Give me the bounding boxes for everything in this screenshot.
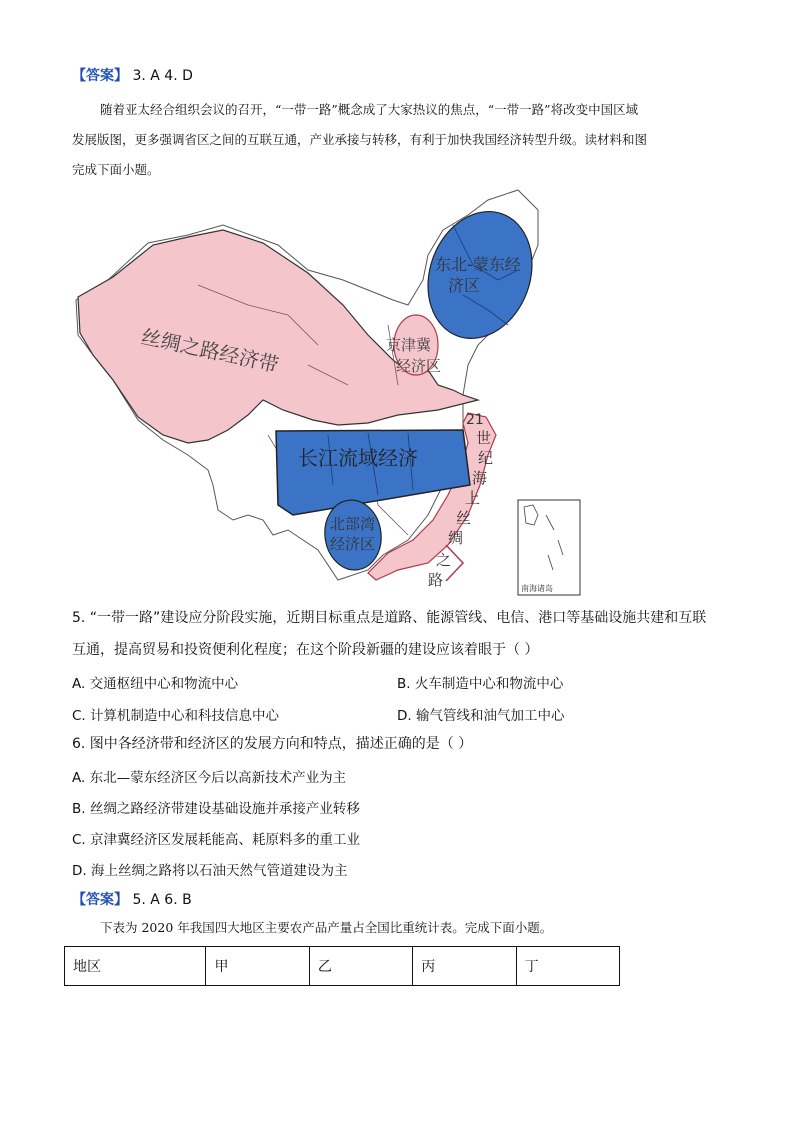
table-header-row <box>65 947 620 986</box>
northeast-label-1: 东北-蒙东经 <box>435 255 521 274</box>
jingjinji-label-2: 经济区 <box>396 357 442 375</box>
q5-stem-line-2: 互通，提高贸易和投资便利化程度；在这个阶段新疆的建设应该着眼于（ ） <box>72 642 539 658</box>
intro-line-2: 发展版图，更多强调省区之间的互联互通，产业承接与转移，有利于加快我国经济转型升级。读材料和图 <box>72 132 648 147</box>
beibu-label-1: 北部湾 <box>330 515 376 533</box>
q5-option-b: B. 火车制造中心和物流中心 <box>397 676 564 692</box>
table-intro: 下表为 2020 年我国四大地区主要农产品产量占全国比重统计表。完成下面小题。 <box>100 920 553 935</box>
inset-label: 南海诸岛 <box>521 584 553 593</box>
q5-option-c: C. 计算机制造中心和科技信息中心 <box>72 708 280 724</box>
header-cell-ding: 丁 <box>516 947 619 986</box>
answer-text: 3. A 4. D <box>132 68 193 84</box>
q6-option-b: B. 丝绸之路经济带建设基础设施并承接产业转移 <box>72 801 360 817</box>
q5-stem-line-1: 5. “一带一路”建设应分阶段实施，近期目标重点是道路、能源管线、电信、港口等基础设施共建和互联 <box>72 610 707 626</box>
maritime-label-7: 之 <box>436 551 452 569</box>
maritime-label-3: 海 <box>472 469 488 487</box>
maritime-label-5: 丝 <box>456 509 472 527</box>
q6-option-a: A. 东北—蒙东经济区今后以高新技术产业为主 <box>72 770 347 786</box>
answer-tag: 【答案】 <box>72 68 128 84</box>
q6-option-d: D. 海上丝绸之路将以石油天然气管道建设为主 <box>72 863 348 879</box>
economic-zones-map <box>68 185 588 600</box>
maritime-label-21: 21 <box>466 412 484 428</box>
intro-line-1: 随着亚太经合组织会议的召开，“一带一路”概念成了大家热议的焦点，“一带一路”将改变中国区域 <box>100 102 639 117</box>
jingjinji-label-1: 京津冀 <box>386 336 432 354</box>
production-table <box>64 946 620 986</box>
answer-line-2 <box>72 890 192 910</box>
maritime-label-8: 路 <box>428 571 444 589</box>
answer-text: 5. A 6. B <box>132 892 192 908</box>
q6-stem: 6. 图中各经济带和经济区的发展方向和特点，描述正确的是（ ） <box>72 736 473 752</box>
maritime-label-2: 纪 <box>478 449 494 467</box>
south-sea-inset <box>518 500 580 595</box>
maritime-label-6: 绸 <box>448 529 464 547</box>
header-cell-yi: 乙 <box>309 947 412 986</box>
northeast-label-2: 济区 <box>448 276 481 295</box>
answer-tag: 【答案】 <box>72 892 128 908</box>
q5-option-d: D. 输气管线和油气加工中心 <box>397 708 565 724</box>
maritime-label-4: 上 <box>465 489 481 507</box>
header-cell-jia: 甲 <box>206 947 309 986</box>
q5-option-a: A. 交通枢纽中心和物流中心 <box>72 676 239 692</box>
silk-road-label: 丝绸之路经济带 <box>138 324 281 377</box>
maritime-label-1: 世 <box>476 429 492 447</box>
beibu-label-2: 经济区 <box>330 535 376 553</box>
header-cell-bing: 丙 <box>413 947 516 986</box>
yangtze-label: 长江流域经济 <box>298 446 418 470</box>
q6-option-c: C. 京津冀经济区发展耗能高、耗原料多的重工业 <box>72 832 361 848</box>
answer-line-1 <box>72 66 193 86</box>
header-cell-region: 地区 <box>65 947 206 986</box>
intro-line-3: 完成下面小题。 <box>72 162 160 177</box>
